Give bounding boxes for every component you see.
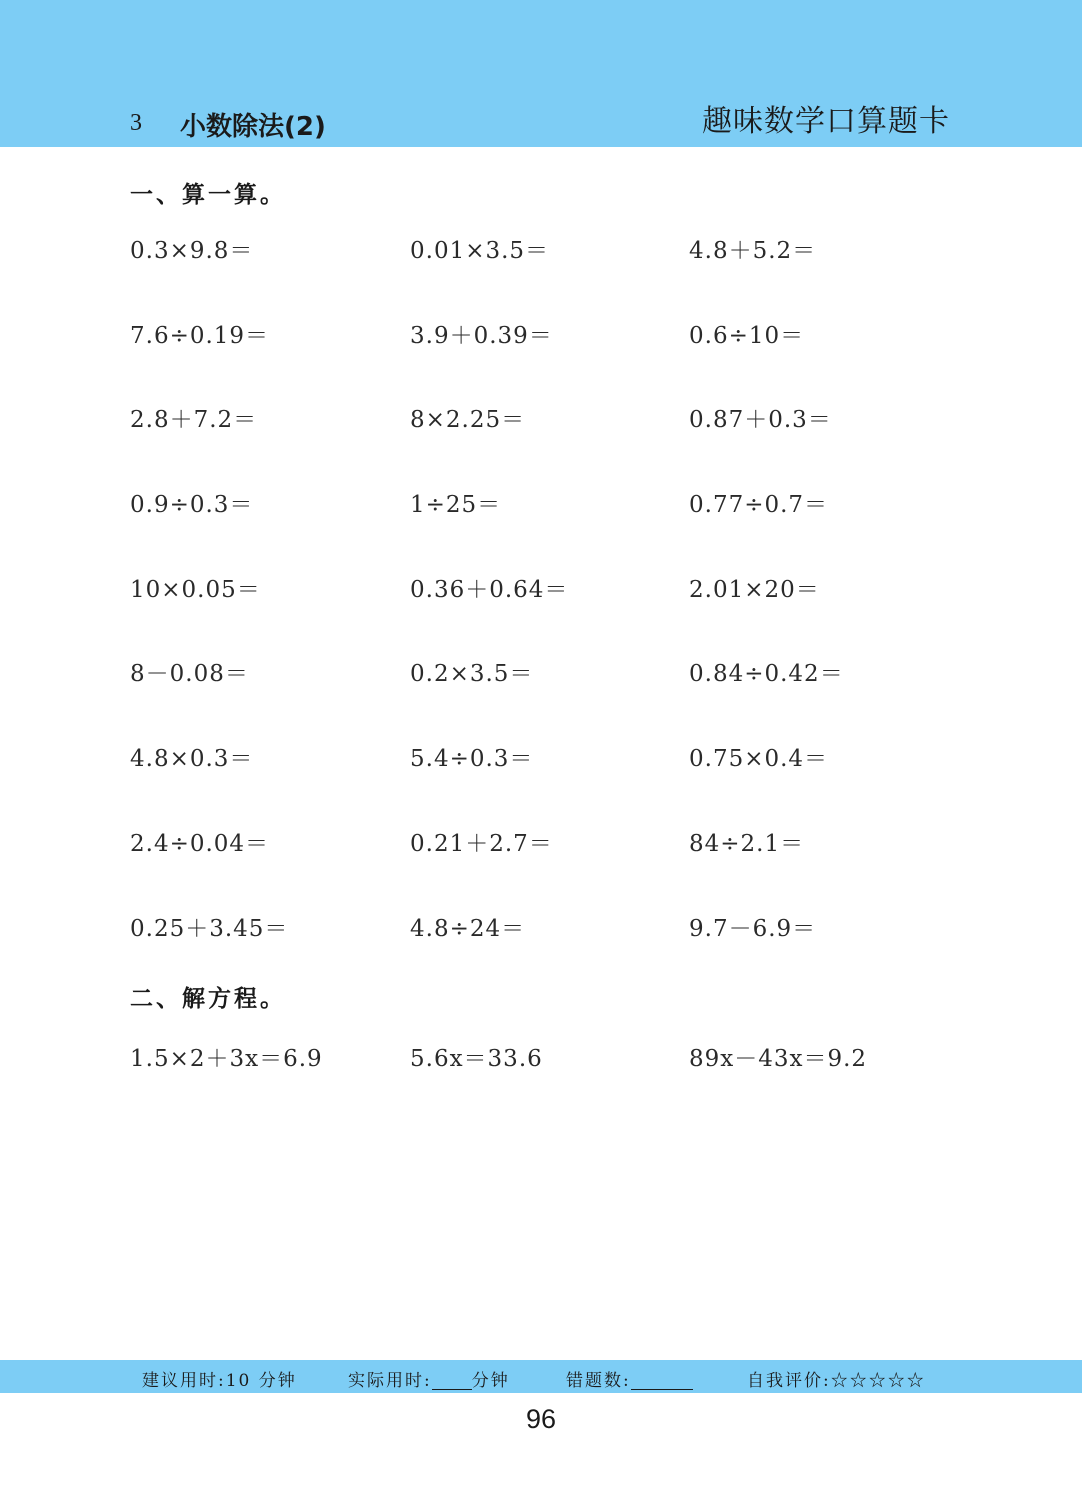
equation-item: 1.5×2＋3x＝6.9 <box>130 1046 323 1072</box>
problem-item: 0.36＋0.64＝ <box>410 576 569 603</box>
problem-item: 0.21＋2.7＝ <box>410 830 553 857</box>
problem-item: 0.25＋3.45＝ <box>130 915 289 942</box>
problem-row <box>130 740 970 825</box>
problem-item: 0.77÷0.7＝ <box>689 492 829 519</box>
unit-number: 3 <box>130 110 142 136</box>
problem-row <box>130 571 970 656</box>
problem-item: 5.4÷0.3＝ <box>410 746 534 773</box>
equation-item: 5.6x＝33.6 <box>410 1046 543 1072</box>
problem-item: 0.01×3.5＝ <box>410 238 550 264</box>
problem-item: 3.9＋0.39＝ <box>410 322 553 349</box>
book-title: 趣味数学口算题卡 <box>702 104 950 139</box>
self-evaluation: 自我评价:☆☆☆☆☆ <box>747 1371 926 1391</box>
problem-row <box>130 655 970 740</box>
problem-item: 1÷25＝ <box>410 492 502 519</box>
lesson-title: 小数除法(2) <box>180 112 326 142</box>
equation-item: 89x－43x＝9.2 <box>689 1046 868 1072</box>
problem-item: 2.4÷0.04＝ <box>130 830 270 857</box>
problem-row <box>130 486 970 571</box>
problem-item: 8×2.25＝ <box>410 407 526 434</box>
problem-item: 2.01×20＝ <box>689 576 820 603</box>
problem-item: 9.7－6.9＝ <box>689 915 817 942</box>
problem-row <box>130 401 970 486</box>
problem-item: 0.6÷10＝ <box>689 322 805 349</box>
problem-item: 0.84÷0.42＝ <box>689 661 844 688</box>
problem-item: 0.87＋0.3＝ <box>689 407 832 434</box>
problem-item: 10×0.05＝ <box>130 576 261 603</box>
actual-time-unit: 分钟 <box>471 1371 510 1391</box>
error-count <box>566 1366 693 1391</box>
problem-item: 4.8÷24＝ <box>410 915 526 942</box>
problem-item: 4.8×0.3＝ <box>130 746 254 773</box>
error-count-blank[interactable] <box>631 1373 693 1390</box>
section-heading-equations: 二、解方程。 <box>130 986 286 1012</box>
problem-item: 4.8＋5.2＝ <box>689 238 817 264</box>
equation-row <box>130 1040 970 1080</box>
problem-item: 8－0.08＝ <box>130 661 249 688</box>
problem-item: 0.75×0.4＝ <box>689 746 829 773</box>
footer-band <box>0 1360 1082 1393</box>
section-heading-calc: 一、算一算。 <box>130 182 286 208</box>
problem-item: 2.8＋7.2＝ <box>130 407 258 434</box>
actual-time-blank[interactable] <box>432 1373 472 1390</box>
calc-grid <box>130 232 970 994</box>
problem-item: 0.3×9.8＝ <box>130 238 254 264</box>
error-count-label: 错题数: <box>566 1371 631 1391</box>
problem-item: 7.6÷0.19＝ <box>130 322 270 349</box>
problem-row <box>130 232 970 317</box>
actual-time-label: 实际用时: <box>348 1371 432 1391</box>
problem-item: 0.9÷0.3＝ <box>130 492 254 519</box>
problem-row <box>130 317 970 402</box>
page-number: 96 <box>525 1404 557 1434</box>
suggested-time: 建议用时:10 分钟 <box>142 1371 297 1391</box>
problem-row <box>130 825 970 910</box>
actual-time <box>348 1366 510 1391</box>
problem-item: 0.2×3.5＝ <box>410 661 534 688</box>
problem-item: 84÷2.1＝ <box>689 830 805 857</box>
